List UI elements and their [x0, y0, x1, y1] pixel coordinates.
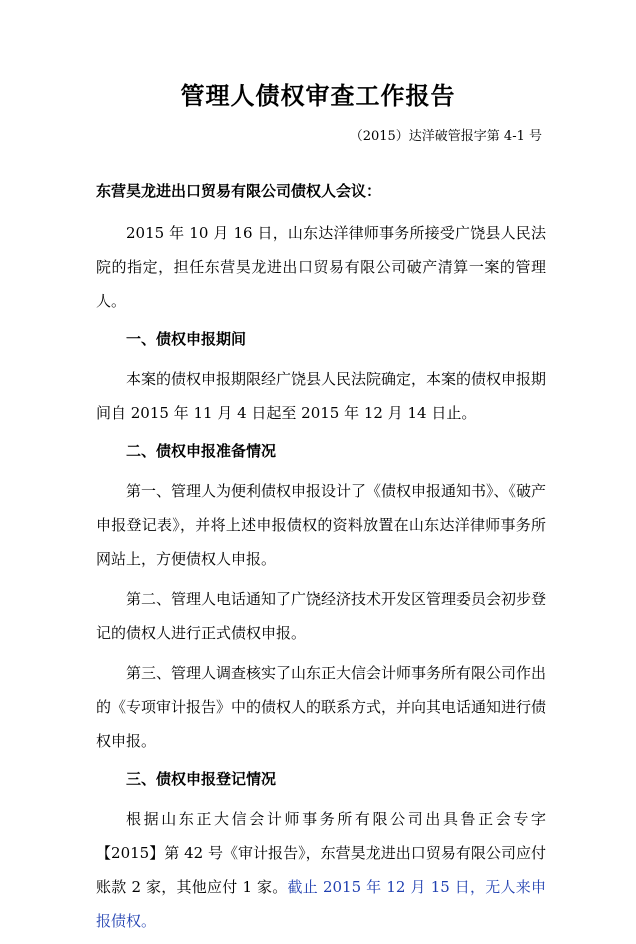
section-3-highlight-text: 截止 2015 年 12 月 15 日，无人来申报债权。 [96, 878, 546, 930]
salutation: 东营昊龙进出口贸易有限公司债权人会议： [96, 182, 382, 200]
document-body [96, 176, 546, 944]
document-title: 管理人债权审查工作报告 [180, 81, 456, 110]
section-2-paragraph-2: 第二、管理人电话通知了广饶经济技术开发区管理委员会初步登记的债权人进行正式债权申报。 [96, 590, 547, 642]
intro-paragraph: 2015 年 10 月 16 日，山东达洋律师事务所接受广饶县人民法院的指定，担任东营昊龙进出口贸易有限公司破产清算一案的管理人。 [96, 224, 546, 310]
document-number: （2015）达洋破管报字第 4-1 号 [349, 129, 542, 144]
section-heading-2: 二、债权申报准备情况 [126, 442, 277, 460]
section-3-paragraph [96, 802, 546, 938]
section-3-main-text: 根据山东正大信会计师事务所有限公司出具鲁正会专字【2015】第 42 号《审计报告》，东营昊龙进出口贸易有限公司应付账款 2 家，其他应付 1 家。 [96, 810, 546, 896]
section-2-paragraph-1: 第一、管理人为便利债权申报设计了《债权申报通知书》、《破产申报登记表》，并将上述申报债权的资料放置在山东达洋律师事务所网站上，方便债权人申报。 [96, 482, 547, 568]
section-heading-3: 三、债权申报登记情况 [126, 770, 277, 788]
section-heading-1: 一、债权申报期间 [126, 330, 247, 348]
section-2-paragraph-3: 第三、管理人调查核实了山东正大信会计师事务所有限公司作出的《专项审计报告》中的债权人的联系方式，并向其电话通知进行债权申报。 [96, 664, 547, 750]
section-1-paragraph: 本案的债权申报期限经广饶县人民法院确定，本案的债权申报期间自 2015 年 11 月 4 日起至 2015 年 12 月 14 日止。 [96, 370, 547, 422]
